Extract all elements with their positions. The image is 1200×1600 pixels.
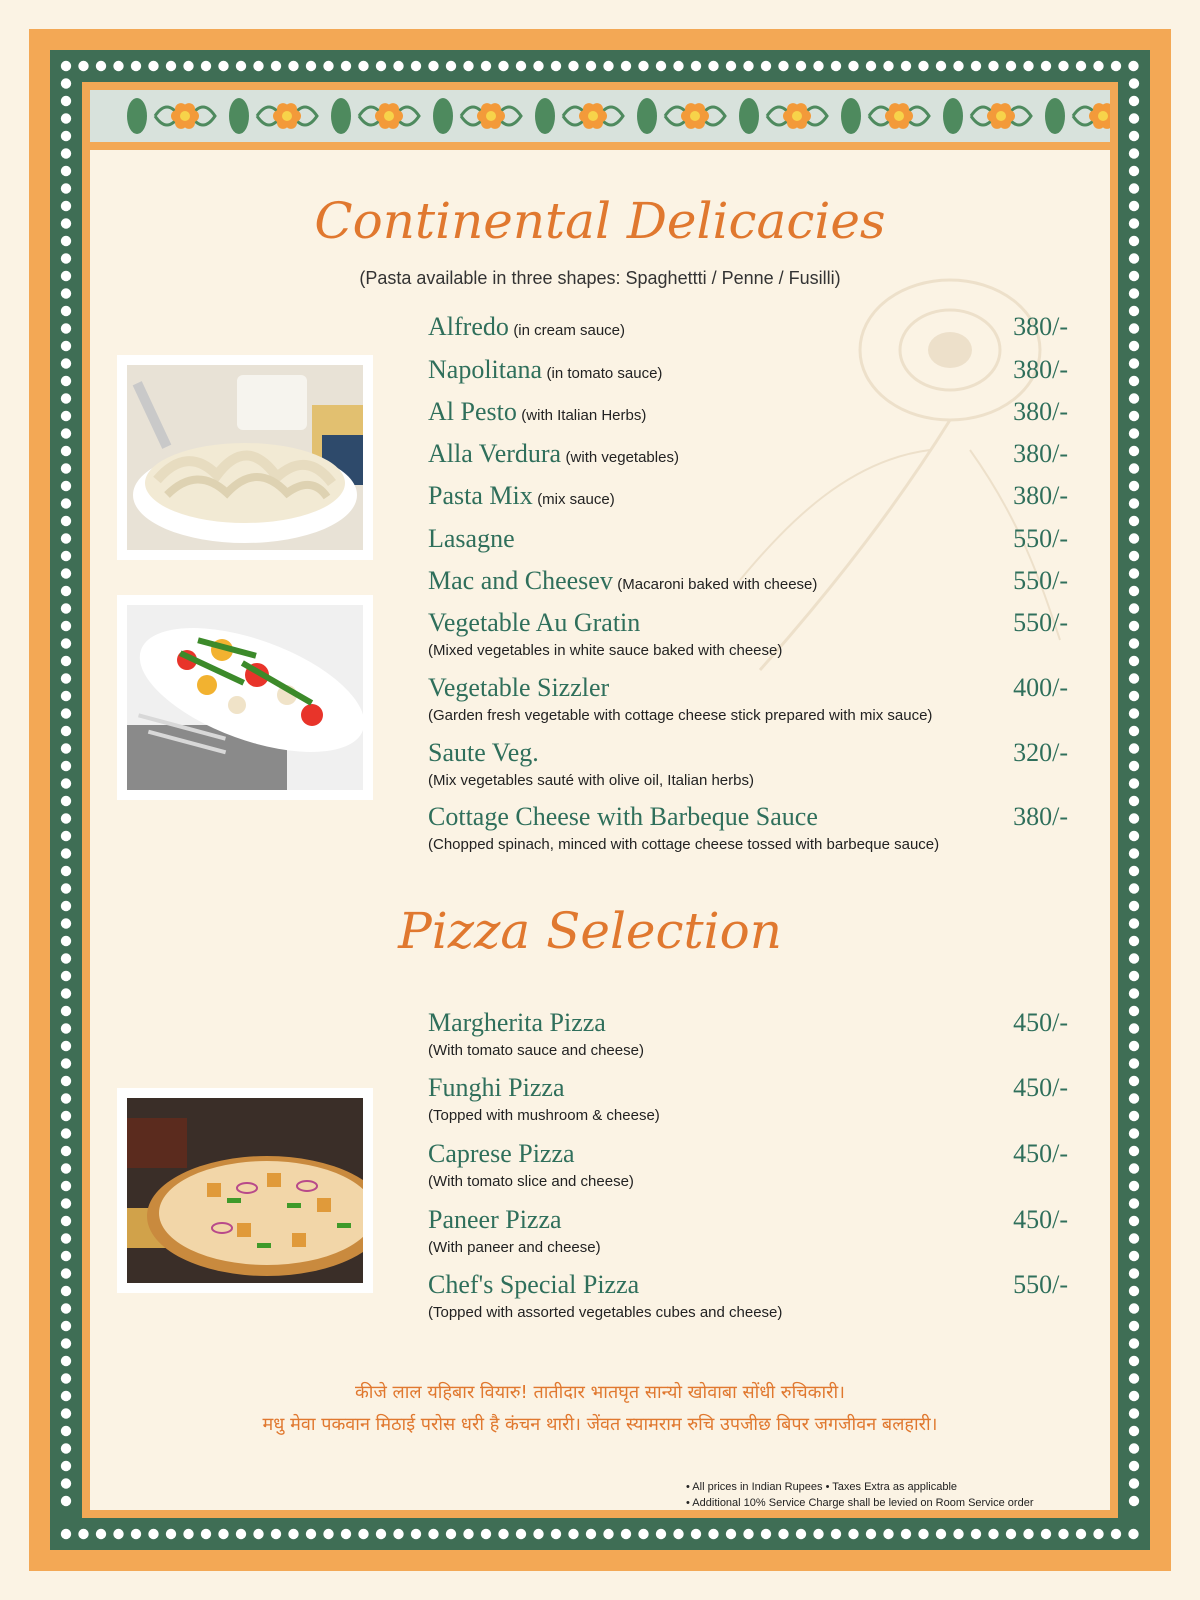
dish-name: Alfredo (428, 312, 509, 341)
menu-item (428, 397, 1068, 429)
dish-name: Cottage Cheese with Barbeque Sauce (428, 802, 818, 831)
dish-description: (Mix vegetables sauté with olive oil, Italian herbs) (428, 772, 754, 789)
dish-name: Margherita Pizza (428, 1008, 606, 1037)
menu-item-row (428, 738, 1068, 770)
menu-item-row (428, 673, 1068, 705)
dish-note: (with vegetables) (565, 449, 679, 466)
menu-item (428, 673, 1068, 724)
dish-price: 550/- (1013, 1270, 1068, 1299)
pizza-title: Pizza Selection (398, 902, 782, 960)
dish-name: Pasta Mix (428, 481, 533, 510)
dish-price: 380/- (1013, 355, 1068, 384)
menu-item-row (428, 608, 1068, 640)
dish-price: 550/- (1013, 566, 1068, 595)
dish-price: 550/- (1013, 524, 1068, 553)
dish-name: Paneer Pizza (428, 1205, 562, 1234)
menu-item (428, 738, 1068, 789)
dish-note: (mix sauce) (537, 491, 615, 508)
dish-price: 450/- (1013, 1073, 1068, 1102)
menu-item-row (428, 1073, 1068, 1105)
dish-name: Funghi Pizza (428, 1073, 565, 1102)
dish-name: Caprese Pizza (428, 1139, 575, 1168)
menu-item (428, 566, 1068, 598)
dish-price: 450/- (1013, 1205, 1068, 1234)
menu-item (428, 1073, 1068, 1124)
continental-subtitle: (Pasta available in three shapes: Spaghettti / Penne / Fusilli) (359, 268, 841, 288)
dish-description: (Topped with assorted vegetables cubes and cheese) (428, 1304, 783, 1321)
dish-name: Napolitana (428, 355, 543, 384)
dish-price: 450/- (1013, 1139, 1068, 1168)
hindi-verse-line-2: मधु मेवा पकवान मिठाई परोस धरी है कंचन थारी। जेंवत स्यामराम रुचि उपजीछ बिपर जगजीवन बलहारी। (262, 1414, 938, 1435)
dish-price: 380/- (1013, 397, 1068, 426)
dish-note: (in cream sauce) (513, 322, 626, 339)
dish-note: (in tomato sauce) (546, 365, 663, 382)
dish-description: (With tomato slice and cheese) (428, 1173, 634, 1190)
dish-name: Al Pesto (428, 397, 517, 426)
menu-item-row (428, 1270, 1068, 1302)
continental-title: Continental Delicacies (314, 192, 886, 250)
menu-item (428, 802, 1068, 853)
menu-item (428, 481, 1068, 513)
dish-name: Vegetable Sizzler (428, 673, 610, 702)
menu-item (428, 439, 1068, 471)
menu-item-row (428, 566, 1068, 598)
menu-item-row (428, 1205, 1068, 1237)
dish-price: 380/- (1013, 481, 1068, 510)
menu-item-row (428, 802, 1068, 834)
menu-item (428, 355, 1068, 387)
menu-item (428, 1205, 1068, 1256)
dish-description: (With paneer and cheese) (428, 1239, 601, 1256)
footnote-prices: • All prices in Indian Rupees • Taxes Extra as applicable (686, 1481, 958, 1493)
dish-name: Lasagne (428, 524, 515, 553)
menu-item-row (428, 312, 1068, 344)
dish-name: Vegetable Au Gratin (428, 608, 641, 637)
dish-price: 380/- (1013, 802, 1068, 831)
menu-item (428, 608, 1068, 659)
menu-item-row (428, 439, 1068, 471)
dish-description: (Garden fresh vegetable with cottage cheese stick prepared with mix sauce) (428, 707, 933, 724)
dish-name: Saute Veg. (428, 738, 539, 767)
dish-name: Mac and Cheesev (428, 566, 613, 595)
menu-item-row (428, 397, 1068, 429)
pizza-photo (117, 1088, 373, 1293)
menu-item (428, 1139, 1068, 1190)
menu-item (428, 524, 1068, 556)
dish-description: (Chopped spinach, minced with cottage cheese tossed with barbeque sauce) (428, 836, 940, 853)
menu-item (428, 1270, 1068, 1321)
menu-item-row (428, 355, 1068, 387)
dish-price: 380/- (1013, 439, 1068, 468)
vegetable-photo (117, 595, 373, 800)
dish-description: (Topped with mushroom & cheese) (428, 1107, 660, 1124)
dish-price: 320/- (1013, 738, 1068, 767)
menu-item-row (428, 1139, 1068, 1171)
menu-item-row (428, 524, 1068, 556)
pasta-photo (117, 355, 373, 560)
dish-note: (Macaroni baked with cheese) (617, 576, 818, 593)
menu-item-row (428, 481, 1068, 513)
dish-price: 550/- (1013, 608, 1068, 637)
dish-name: Alla Verdura (428, 439, 562, 468)
dish-description: (Mixed vegetables in white sauce baked with cheese) (428, 642, 783, 659)
floral-band (90, 90, 1110, 142)
dish-price: 450/- (1013, 1008, 1068, 1037)
dish-name: Chef's Special Pizza (428, 1270, 640, 1299)
dish-price: 400/- (1013, 673, 1068, 702)
menu-item (428, 1008, 1068, 1059)
dish-description: (With tomato sauce and cheese) (428, 1042, 644, 1059)
menu-item-row (428, 1008, 1068, 1040)
footnote-service-charge: • Additional 10% Service Charge shall be levied on Room Service order (686, 1497, 1034, 1509)
dish-price: 380/- (1013, 312, 1068, 341)
menu-item (428, 312, 1068, 344)
floral-band-underline (90, 142, 1110, 150)
hindi-verse-line-1: कीजे लाल यहिबार वियारु! तातीदार भातघृत सान्यो खोवाबा सोंधी रुचिकारी। (354, 1382, 845, 1403)
dish-note: (with Italian Herbs) (521, 407, 647, 424)
